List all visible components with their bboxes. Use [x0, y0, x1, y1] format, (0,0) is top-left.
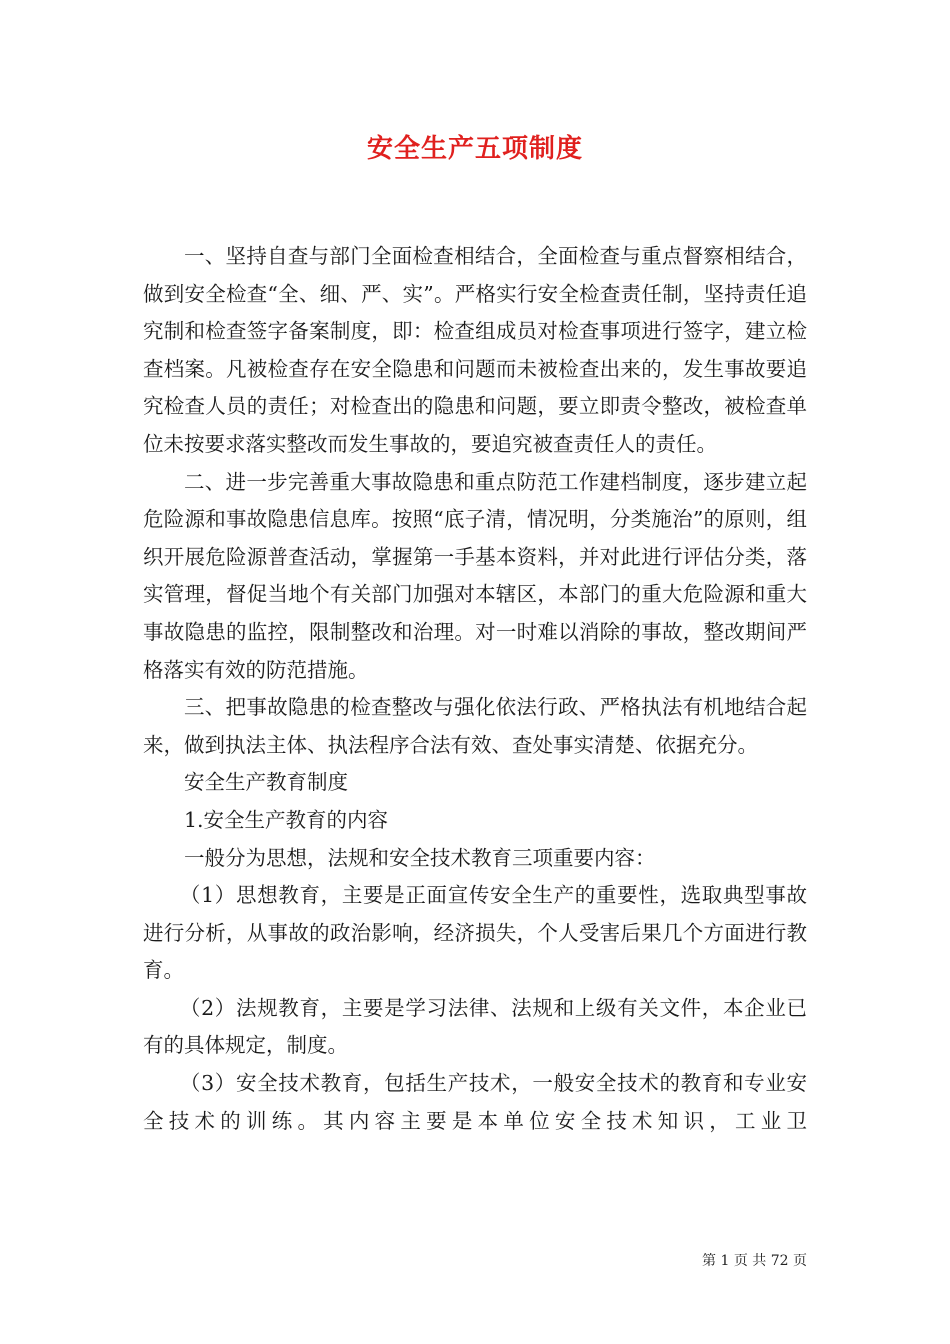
document-body: [143, 238, 807, 1140]
section-heading: 安全生产教育制度: [184, 770, 348, 795]
paragraph-3: 三、把事故隐患的检查整改与强化依法行政、严格执法有机地结合起来，做到执法主体、执法程序合法有效、查处事实清楚、依据充分。: [143, 695, 807, 757]
paragraph-1: 一、坚持自查与部门全面检查相结合，全面检查与重点督察相结合，做到安全检查“全、细、严、实”。严格实行安全检查责任制，坚持责任追究制和检查签字备案制度，即：检查组成员对检查事项进行签字，建立检查档案。凡被检查存在安全隐患和问题而未被检查出来的，发生事故要追究检查人员的责任；对检查出的隐患和问题，要立即责令整改，被检查单位未按要求落实整改而发生事故的，要追究被查责任人的责任。: [143, 244, 807, 456]
paragraph-7: （3）安全技术教育，包括生产技术，一般安全技术的教育和专业安全技术的训练。其内容主要是本单位安全技术知识，工业卫: [143, 1071, 807, 1133]
document-title: 安全生产五项制度: [366, 134, 583, 164]
paragraph-2: 二、进一步完善重大事故隐患和重点防范工作建档制度，逐步建立起危险源和事故隐患信息库。按照“底子清，情况明，分类施治”的原则，组织开展危险源普查活动，掌握第一手基本资料，并对此进行评估分类，落实管理，督促当地个有关部门加强对本辖区，本部门的重大危险源和重大事故隐患的监控，限制整改和治理。对一时难以消除的事故，整改期间严格落实有效的防范措施。: [143, 469, 807, 682]
paragraph-4: 一般分为思想，法规和安全技术教育三项重要内容：: [184, 845, 656, 870]
page-number: 第 1 页 共 72 页: [702, 1253, 807, 1269]
subsection-heading: 1.安全生产教育的内容: [184, 807, 389, 832]
paragraph-5: （1）思想教育，主要是正面宣传安全生产的重要性，选取典型事故进行分析，从事故的政治影响，经济损失，个人受害后果几个方面进行教育。: [143, 883, 807, 983]
paragraph-6: （2）法规教育，主要是学习法律、法规和上级有关文件，本企业已有的具体规定，制度。: [143, 995, 807, 1058]
